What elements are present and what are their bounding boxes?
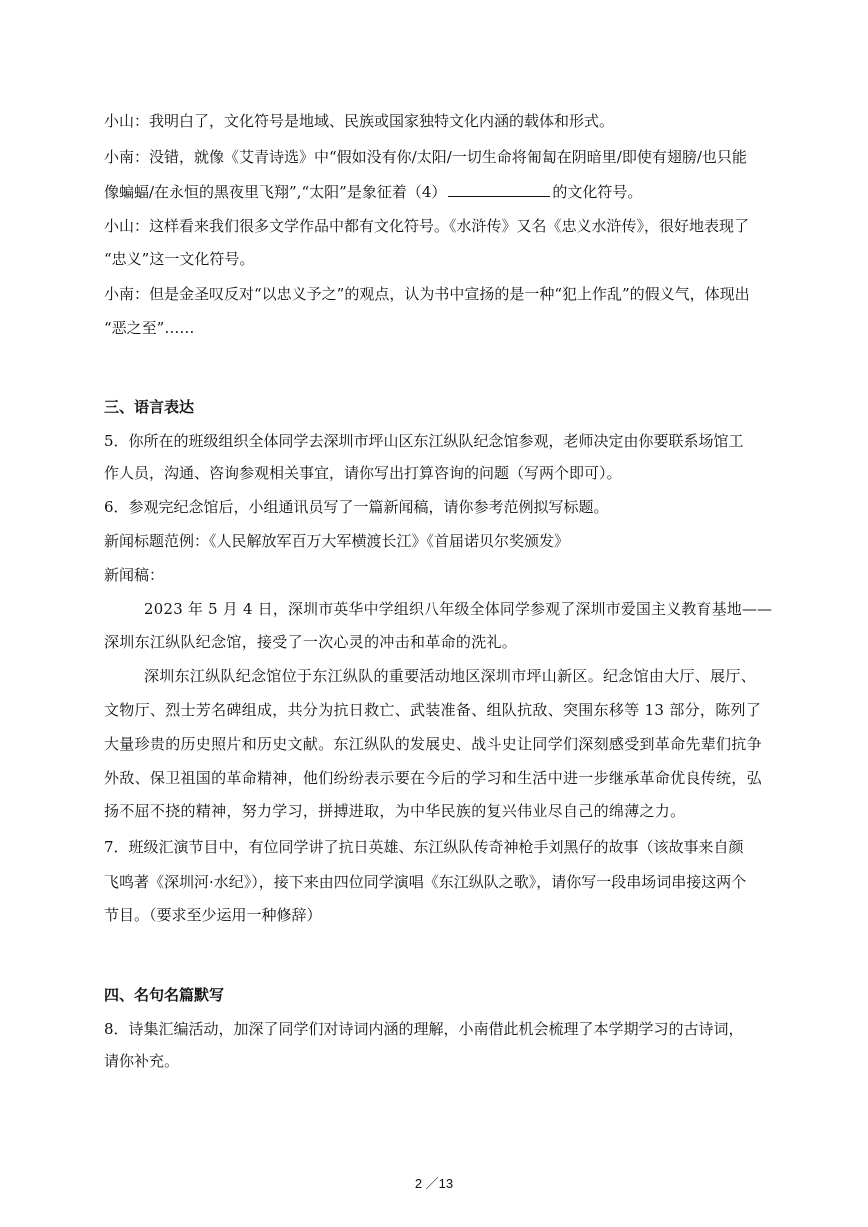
section-3-heading: 三、语言表达 [104, 398, 195, 416]
q7-line-2: 飞鸣著《深圳河·水纪》），接下来由四位同学演唱《东江纵队之歌》，请你写一段串场词串接这两个 [104, 873, 747, 891]
q7-line-3: 节目。（要求至少运用一种修辞） [104, 906, 322, 924]
q8-line-1: 8．诗集汇编活动，加深了同学们对诗词内涵的理解，小南借此机会梳理了本学期学习的古诗词， [104, 1020, 744, 1038]
news-title-example: 新闻标题范例：《人民解放军百万大军横渡长江》《首届诺贝尔奖颁发》 [104, 532, 570, 550]
q7-line-1: 7．班级汇演节目中，有位同学讲了抗日英雄、东江纵队传奇神枪手刘黑仔的故事（该故事来自颜 [104, 838, 744, 856]
dialogue-line-6: 小南：但是金圣叹反对“以忠义予之”的观点，认为书中宣扬的是一种“犯上作乱”的假义气，体现出 [104, 285, 750, 303]
q5-line-1: 5．你所在的班级组织全体同学去深圳市坪山区东江纵队纪念馆参观，老师决定由你要联系场馆工 [104, 432, 744, 450]
news-p1-line-2: 深圳东江纵队纪念馆，接受了一次心灵的冲击和革命的洗礼。 [104, 633, 518, 651]
dialogue-line-3-start: 像蝙蝠/在永恒的黑夜里飞翔”,“太阳”是象征着（4） [104, 183, 447, 201]
news-p2-line-5: 扬不屈不挠的精神，努力学习，拼搏进取，为中华民族的复兴伟业尽自己的绵薄之力。 [104, 802, 686, 820]
dialogue-line-3-end: 的文化符号。 [552, 183, 643, 201]
news-p2-line-1: 深圳东江纵队纪念馆位于东江纵队的重要活动地区深圳市坪山新区。纪念馆由大厅、展厅、 [144, 667, 757, 685]
q5-line-2: 作人员，沟通、咨询参观相关事宜，请你写出打算咨询的问题（写两个即可）。 [104, 464, 622, 482]
news-p2-line-2: 文物厅、烈士芳名碑组成，共分为抗日救亡、武装准备、组队抗敌、突围东移等 13 部分，陈列了 [104, 701, 762, 719]
section-4-heading: 四、名句名篇默写 [104, 986, 225, 1004]
dialogue-line-1: 小山：我明白了，文化符号是地域、民族或国家独特文化内涵的载体和形式。 [104, 112, 615, 130]
news-label: 新闻稿： [104, 566, 165, 584]
dialogue-line-7: “恶之至”…… [104, 319, 195, 337]
q6-text: 6．参观完纪念馆后，小组通讯员写了一篇新闻稿，请你参考范例拟写标题。 [104, 498, 609, 516]
news-p1-line-1: 2023 年 5 月 4 日，深圳市英华中学组织八年级全体同学参观了深圳市爱国主义教育基地—— [144, 600, 773, 618]
answer-blank-4[interactable] [448, 182, 550, 197]
news-p2-line-4: 外敌、保卫祖国的革命精神，他们纷纷表示要在今后的学习和生活中进一步继承革命优良传统，弘 [104, 769, 762, 787]
dialogue-line-2: 小南：没错，就像《艾青诗选》中“假如没有你/太阳/一切生命将匍匐在阴暗里/即使有翅膀/也只能 [104, 148, 747, 166]
news-p2-line-3: 大量珍贵的历史照片和历史文献。东江纵队的发展史、战斗史让同学们深刻感受到革命先辈们抗争 [104, 735, 762, 753]
dialogue-line-5: “忠义”这一文化符号。 [104, 250, 255, 268]
dialogue-line-3 [104, 181, 642, 203]
page-number: 2 ／13 [414, 1176, 454, 1191]
q8-line-2: 请你补充。 [104, 1052, 180, 1070]
dialogue-line-4: 小山：这样看来我们很多文学作品中都有文化符号。《水浒传》又名《忠义水浒传》，很好地表现了 [104, 217, 750, 235]
